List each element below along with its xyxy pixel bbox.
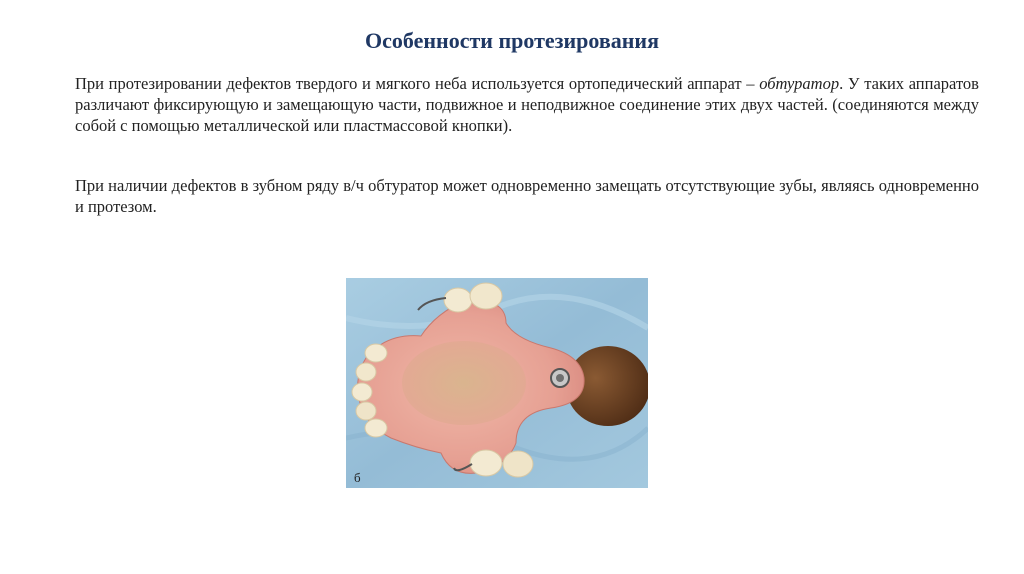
term-obturator: обтуратор: [759, 74, 840, 93]
paragraph-dental-defects: При наличии дефектов в зубном ряду в/ч обтуратор может одновременно замещать отсутствующие зубы, являясь одновременно и протезом.: [75, 176, 979, 216]
paragraph-rest-text: . У таких аппаратов различают фиксирующую и замещающую части, подвижное и неподвижное соединение этих двух частей. (соединяются между собой с помощью металлической или пластмассовой кнопки).: [75, 74, 979, 135]
obturator-illustration: [346, 278, 648, 488]
palatal-area: [402, 341, 526, 425]
figure-label: б: [354, 470, 361, 485]
paragraph-obturator-definition: [75, 73, 979, 136]
paragraph-lead-text: При протезировании дефектов твердого и мягкого неба используется ортопедический аппарат –: [75, 74, 760, 93]
obturator-photo: [346, 278, 648, 488]
slide-title: Особенности протезирования: [365, 28, 659, 53]
